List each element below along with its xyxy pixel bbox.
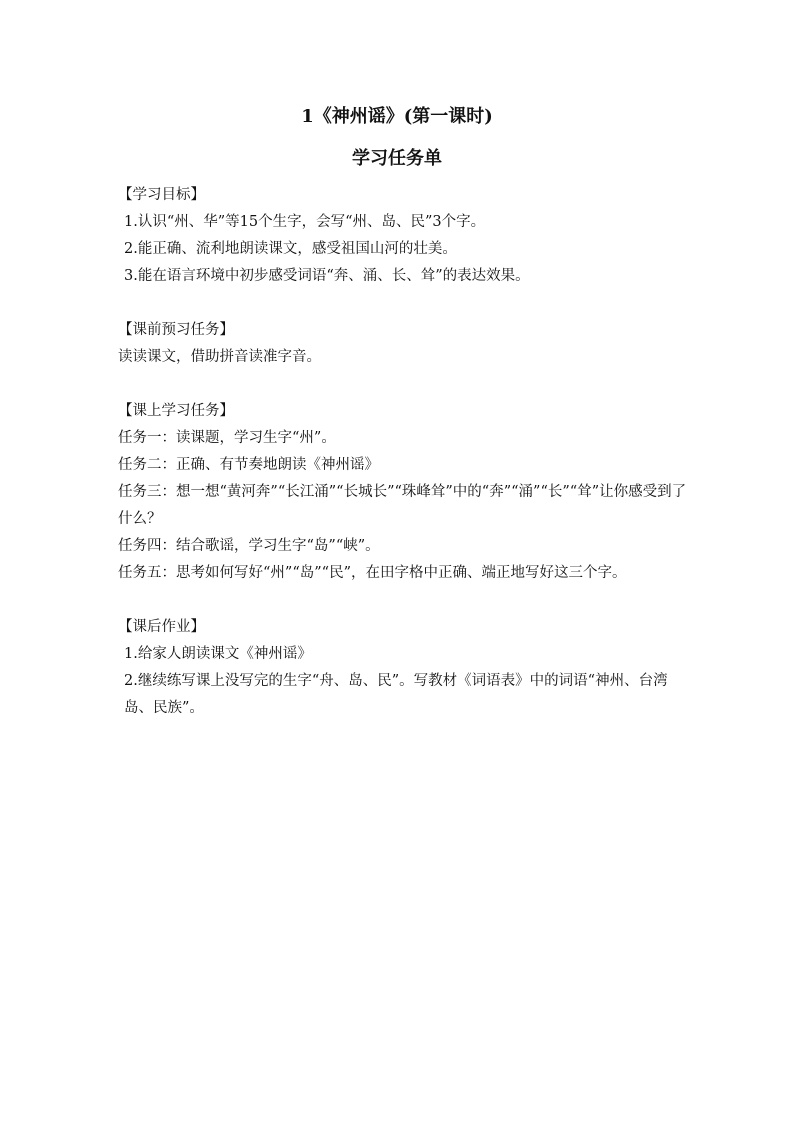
document-body xyxy=(118,182,694,722)
section-spacer xyxy=(118,371,694,398)
section-heading-homework: 【课后作业】 xyxy=(118,619,205,635)
class-task-item: 任务四：结合歌谣，学习生字“岛”“峡”。 xyxy=(118,538,380,554)
class-task-item: 任务二：正确、有节奏地朗读《神州谣》 xyxy=(118,457,379,473)
class-task-item: 任务一：读课题，学习生字“州”。 xyxy=(118,430,336,446)
class-task-item: 任务三：想一想“黄河奔”“长江涌”“长城长”“珠峰耸”中的“奔”“涌”“长”“耸”让你感受到了什么？ xyxy=(118,484,687,527)
document-subtitle: 学习任务单 xyxy=(352,148,442,169)
class-task-item: 任务五：思考如何写好“州”“岛”“民”，在田字格中正确、端正地写好这三个字。 xyxy=(118,565,627,581)
homework-item: 1.给家人朗读课文《神州谣》 xyxy=(124,646,312,662)
goal-item: 2.能正确、流利地朗读课文，感受祖国山河的壮美。 xyxy=(124,241,457,257)
goal-item: 1.认识“州、华”等15个生字，会写“州、岛、民”3个字。 xyxy=(124,214,486,230)
goal-item: 3.能在语言环境中初步感受词语“奔、涌、长、耸”的表达效果。 xyxy=(124,268,530,284)
section-spacer xyxy=(118,587,694,614)
section-spacer xyxy=(118,290,694,317)
section-heading-class: 【课上学习任务】 xyxy=(118,403,234,419)
preview-item: 读读课文，借助拼音读准字音。 xyxy=(118,349,321,365)
homework-item: 2.继续练写课上没写完的生字“舟、岛、民”。写教材《词语表》中的词语“神州、台湾岛、民族”。 xyxy=(124,673,668,716)
section-heading-preview: 【课前预习任务】 xyxy=(118,322,234,338)
document-title: 1《神州谣》(第一课时) xyxy=(301,106,493,127)
section-heading-goals: 【学习目标】 xyxy=(118,187,205,203)
